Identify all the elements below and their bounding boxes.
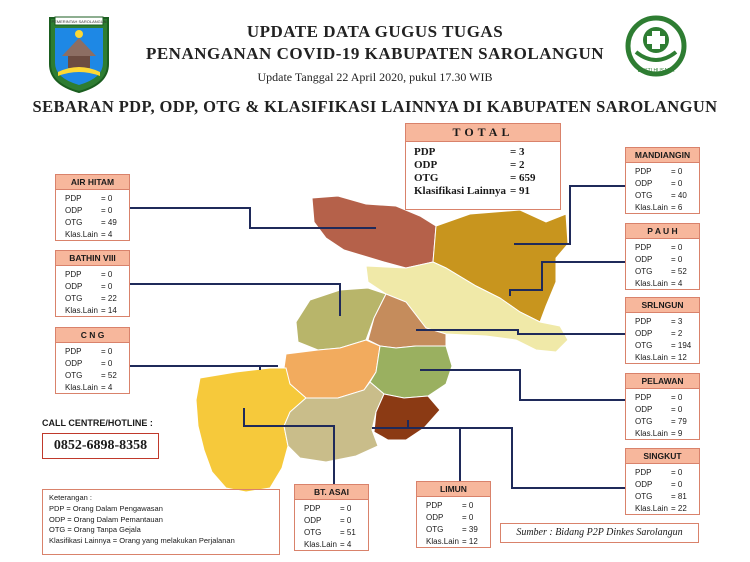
district-card-bathin-viii: BATHIN VIII PDP = 0 ODP = 0 OTG = 22 Klas.Lain = 14 [55, 250, 130, 317]
logo-banner-text: PEMERINTAH SAROLANGUN [51, 19, 107, 24]
total-row-odp: ODP = 2 [414, 159, 525, 171]
hotline-label: CALL CENTRE/HOTLINE : [42, 418, 153, 428]
district-card-air-hitam: AIR HITAM PDP = 0 ODP = 0 OTG = 49 Klas.Lain = 4 [55, 174, 130, 241]
update-timestamp: Update Tanggal 22 April 2020, pukul 17.30 WIB [257, 70, 493, 84]
legend-item-odp: ODP = Orang Dalam Pemantauan [49, 514, 163, 524]
district-name: BT. ASAI [295, 485, 368, 500]
legend-item-lain: Klasifikasi Lainnya = Orang yang melakukan Perjalanan [49, 536, 235, 546]
district-card-bt-asai: BT. ASAI PDP = 0 ODP = 0 OTG = 51 Klas.Lain = 4 [294, 484, 369, 551]
district-name: AIR HITAM [56, 175, 129, 190]
district-name: BATHIN VIII [56, 251, 129, 266]
total-row-pdp: PDP = 3 [414, 146, 525, 158]
region-pelawan [370, 346, 452, 398]
legend-box [42, 489, 280, 555]
district-name: P A U H [626, 224, 699, 239]
total-row-lain: Klasifikasi Lainnya = 91 [414, 185, 531, 197]
district-name: SRLNGUN [626, 298, 699, 313]
district-name: C N G [56, 328, 129, 343]
district-card-limun: LIMUN PDP = 0 ODP = 0 OTG = 39 Klas.Lain = 12 [416, 481, 491, 548]
district-name: LIMUN [417, 482, 490, 497]
district-card-cng: C N G PDP = 0 ODP = 0 OTG = 52 Klas.Lain = 4 [55, 327, 130, 394]
district-name: SINGKUT [626, 449, 699, 464]
district-card-srlngun: SRLNGUN PDP = 3 ODP = 2 OTG = 194 Klas.Lain = 12 [625, 297, 700, 364]
source-note: Sumber : Bidang P2P Dinkes Sarolangun [500, 523, 699, 543]
header-title-line2: PENANGANAN COVID-19 KABUPATEN SAROLANGUN [145, 44, 605, 63]
legend-item-pdp: PDP = Orang Dalam Pengawasan [49, 503, 163, 513]
map-subtitle: SEBARAN PDP, ODP, OTG & KLASIFIKASI LAINNYA DI KABUPATEN SAROLANGUN [32, 97, 718, 116]
total-row-otg: OTG = 659 [414, 172, 536, 184]
district-card-singkut: SINGKUT PDP = 0 ODP = 0 OTG = 81 Klas.Lain = 22 [625, 448, 700, 515]
legend-item-otg: OTG = Orang Tanpa Gejala [49, 525, 141, 535]
hotline-number: 0852-6898-8358 [42, 433, 159, 459]
district-card-mandiangin: MANDIANGIN PDP = 0 ODP = 0 OTG = 40 Klas.Lain = 6 [625, 147, 700, 214]
total-title: TOTAL [406, 124, 560, 142]
region-singkut [374, 394, 440, 440]
district-card-pauh: P A U H PDP = 0 ODP = 0 OTG = 52 Klas.Lain = 4 [625, 223, 700, 290]
logo-caption: BAKTI HUSADA [637, 68, 675, 74]
district-name: MANDIANGIN [626, 148, 699, 163]
total-summary-card [405, 123, 561, 210]
header-title-line1: UPDATE DATA GUGUS TUGAS [246, 22, 504, 41]
district-name: PELAWAN [626, 374, 699, 389]
district-card-pelawan: PELAWAN PDP = 0 ODP = 0 OTG = 79 Klas.Lain = 9 [625, 373, 700, 440]
legend-title: Keterangan : [49, 493, 92, 502]
